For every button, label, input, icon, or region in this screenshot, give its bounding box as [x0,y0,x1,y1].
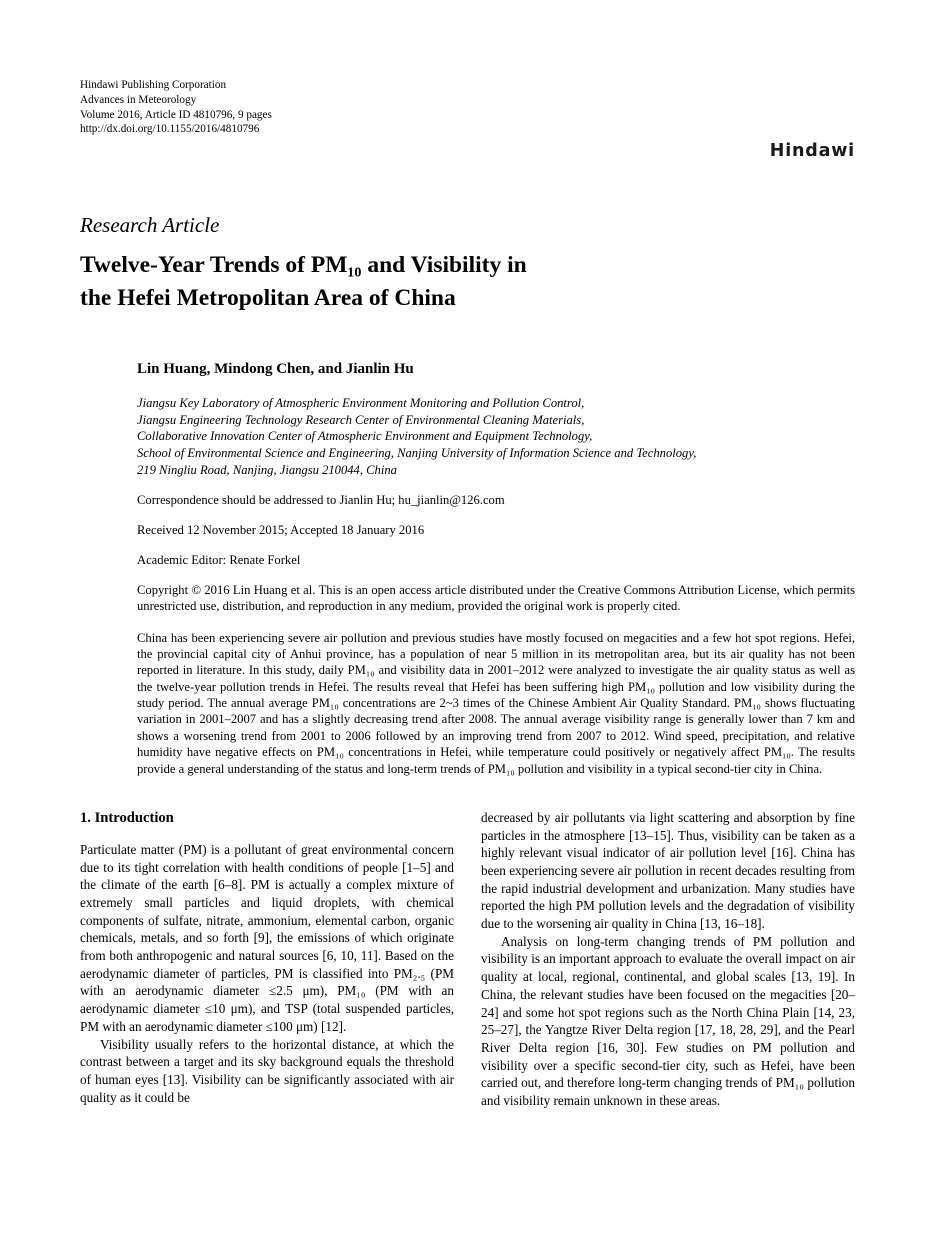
body-paragraph: Particulate matter (PM) is a pollutant of great environmental concern due to its tight correlation with health conditions of people [1–5] and the climate of the earth [6–8]. PM is actually a complex mixture of extremely small particles and liquid droplets, with chemical components of sulfate, nitrate, ammonium, elemental carbon, organic chemicals, metals, and so forth [9], the emissions of which originate from both anthropogenic and natural sources [6, 10, 11]. Based on the aerodynamic diameter of particles, PM is classified into PM₂.₅ (PM with an aerodynamic diameter ≤2.5 μm), PM₁₀ (PM with an aerodynamic diameter ≤10 μm), and TSP (total suspended particles, PM with an aerodynamic diameter ≤100 μm) [12]. [80,841,454,1034]
affiliation-line: 219 Ningliu Road, Nanjing, Jiangsu 210044, China [137,462,397,477]
correspondence-line [137,492,855,508]
hindawi-logo: Hindawi [769,141,855,162]
correspondence-text: Correspondence should be addressed to Jianlin Hu; [137,493,399,508]
front-matter [137,361,855,777]
received-accepted-line: Received 12 November 2015; Accepted 18 January 2016 [137,523,425,538]
publisher-info [80,78,855,137]
affiliation-line: Jiangsu Key Laboratory of Atmospheric Environment Monitoring and Pollution Control, [137,396,585,411]
body-paragraph: Analysis on long-term changing trends of PM pollution and visibility is an important approach to evaluate the overall impact on air quality at local, regional, continental, and global scales [13, 19]. In China, the relevant studies have been focused on the megacities [20–24] and some hot spot regions such as the North China Plain [14, 23, 25–27], the Yangtze River Delta region [17, 18, 28, 29], and the Pearl River Delta region [16, 30]. Few studies on PM pollution and visibility over a specific second-tier city, such as Hefei, have been carried out, and therefore long-term changing trends of PM₁₀ pollution and visibility remain unknown in these areas. [481,933,855,1109]
correspondence-email-link[interactable]: hu_jianlin@126.com [398,493,505,508]
left-column [80,809,454,1110]
body-paragraph: Visibility usually refers to the horizontal distance, at which the contrast between a target and its sky background equals the threshold of human eyes [13]. Visibility can be significantly associated with air quality as it could be [80,1036,454,1105]
volume-info: Volume 2016, Article ID 4810796, 9 pages [80,108,272,121]
publisher-name: Hindawi Publishing Corporation [80,79,227,91]
journal-name: Advances in Meteorology [80,93,197,106]
article-title [80,249,855,315]
article-type-label: Research Article [80,213,220,238]
article-title-line-1: Twelve-Year Trends of PM₁₀ and Visibility in [80,252,527,279]
article-title-line-2: the Hefei Metropolitan Area of China [80,285,456,312]
authors-line: Lin Huang, Mindong Chen, and Jianlin Hu [137,361,414,378]
affiliation-line: School of Environmental Science and Engineering, Nanjing University of Information Science and Technology, [137,445,697,460]
body-paragraph: decreased by air pollutants via light scattering and absorption by fine particles in the atmosphere [13–15]. Thus, visibility can be taken as a highly relevant visual indicator of air pollution level [16]. China has been experiencing severe air pollution in recent decades resulting from the rapid industrial development and urbanization. Many studies have reported the high PM pollution levels and the degradation of visibility due to the worsening air quality in China [13, 16–18]. [481,809,855,932]
section-heading-introduction: 1. Introduction [80,809,174,826]
affiliation-line: Collaborative Innovation Center of Atmospheric Environment and Equipment Technology, [137,429,593,444]
abstract-paragraph: China has been experiencing severe air pollution and previous studies have mostly focused on megacities and a few hot spot regions. Hefei, the provincial capital city of Anhui province, has a population of near 5 million in its metropolitan area, but its air quality has not been reported in literature. In this study, daily PM₁₀ and visibility data in 2001–2012 were analyzed to investigate the air quality status as well as the twelve-year pollution trends in Hefei. The results reveal that Hefei has been suffering high PM₁₀ pollution and low visibility during the study period. The annual average PM₁₀ concentrations are 2~3 times of the Chinese Ambient Air Quality Standard. PM₁₀ shows fluctuating variation in 2001–2007 and has a slightly decreasing trend after 2008. The annual average visibility range is generally lower than 7 km and shows a worsening trend from 2001 to 2006 followed by an improving trend from 2007 to 2012. Wind speed, precipitation, and relative humidity have negative effects on PM₁₀ concentrations in Hefei, while temperature could positively or negatively affect PM₁₀. The results provide a general understanding of the status and long-term trends of PM₁₀ pollution and visibility in a typical second-tier city in China. [137,630,855,776]
copyright-paragraph: Copyright © 2016 Lin Huang et al. This is an open access article distributed under the Creative Commons Attribution License, which permits unrestricted use, distribution, and reproduction in any medium, provided the original work is properly cited. [137,583,855,614]
affiliation-line: Jiangsu Engineering Technology Research Center of Environmental Cleaning Materials, [137,412,585,427]
doi-link[interactable]: http://dx.doi.org/10.1155/2016/4810796 [80,123,260,136]
affiliation-block [137,395,855,478]
page-header [80,78,855,162]
right-column [481,809,855,1110]
article-body [80,809,855,1110]
academic-editor-line: Academic Editor: Renate Forkel [137,553,301,568]
